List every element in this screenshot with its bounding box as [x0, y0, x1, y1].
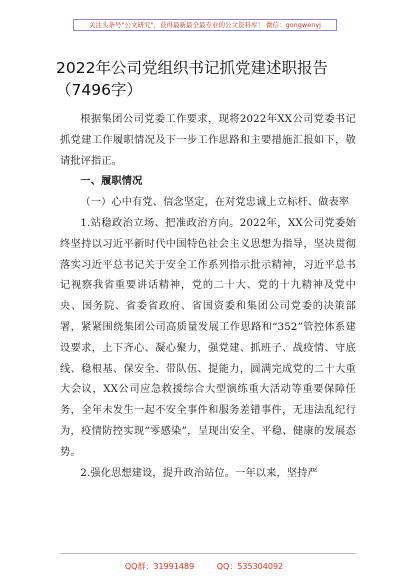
intro-paragraph: 根据集团公司党委工作要求，现将2022年XX公司党委书记抓党建工作履职情况及下一步工作思路和主要措施汇报如下，敬请批评指正。 [60, 114, 356, 167]
document-subtitle: （7496字） [56, 81, 142, 99]
body-paragraph: 2.强化思想建设，提升政治站位。一年以来，坚持严 [80, 467, 318, 479]
document-body [60, 110, 356, 484]
page-footer [0, 561, 408, 572]
section-heading: 一、履职情况 [80, 176, 143, 188]
body-paragraph: 1.站稳政治立场、把准政治方向。2022年，XX公司党委始终坚持以习近平新时代中国特色社会主义思想为指导，坚决贯彻落实习近平总书记关于安全工作系列指示批示精神，习近平总书记视察我省重要讲话精神，党的二十大、党的十九精神及党中央、国务院、省委省政府、省国资委和集团公司党委的决策部署，紧紧围绕集团公司高质量发展工作思路和“352”管控体系建设要求，上下齐心、凝心聚力，强党建、抓班子、战疫情、守底线、稳根基、保安全、带队伍、提能力，圆满完成党的二十大重大会议，XX公司应急救援综合大型演练重大活动等重要保障任务，全年未发生一起不安全事件和服务差错事件，无违法乱纪行为，疫情防控实现“零感染”，呈现出安全、平稳、健康的发展态势。 [60, 217, 356, 458]
document-title: 2022年公司党组织书记抓党建述职报告 [56, 59, 328, 77]
footer-qq: QQ：535304092 [216, 562, 284, 571]
subsection-heading: （一）心中有党、信念坚定，在对党忠诚上立标杆、做表率 [80, 197, 350, 209]
footer-divider [60, 553, 356, 554]
promo-banner: 关注头条号"公文研究"，获得最新最全最专业的公文资料库！ 微信：gongwenyj [73, 19, 337, 31]
footer-qq-group: QQ群：31991489 [124, 562, 195, 571]
